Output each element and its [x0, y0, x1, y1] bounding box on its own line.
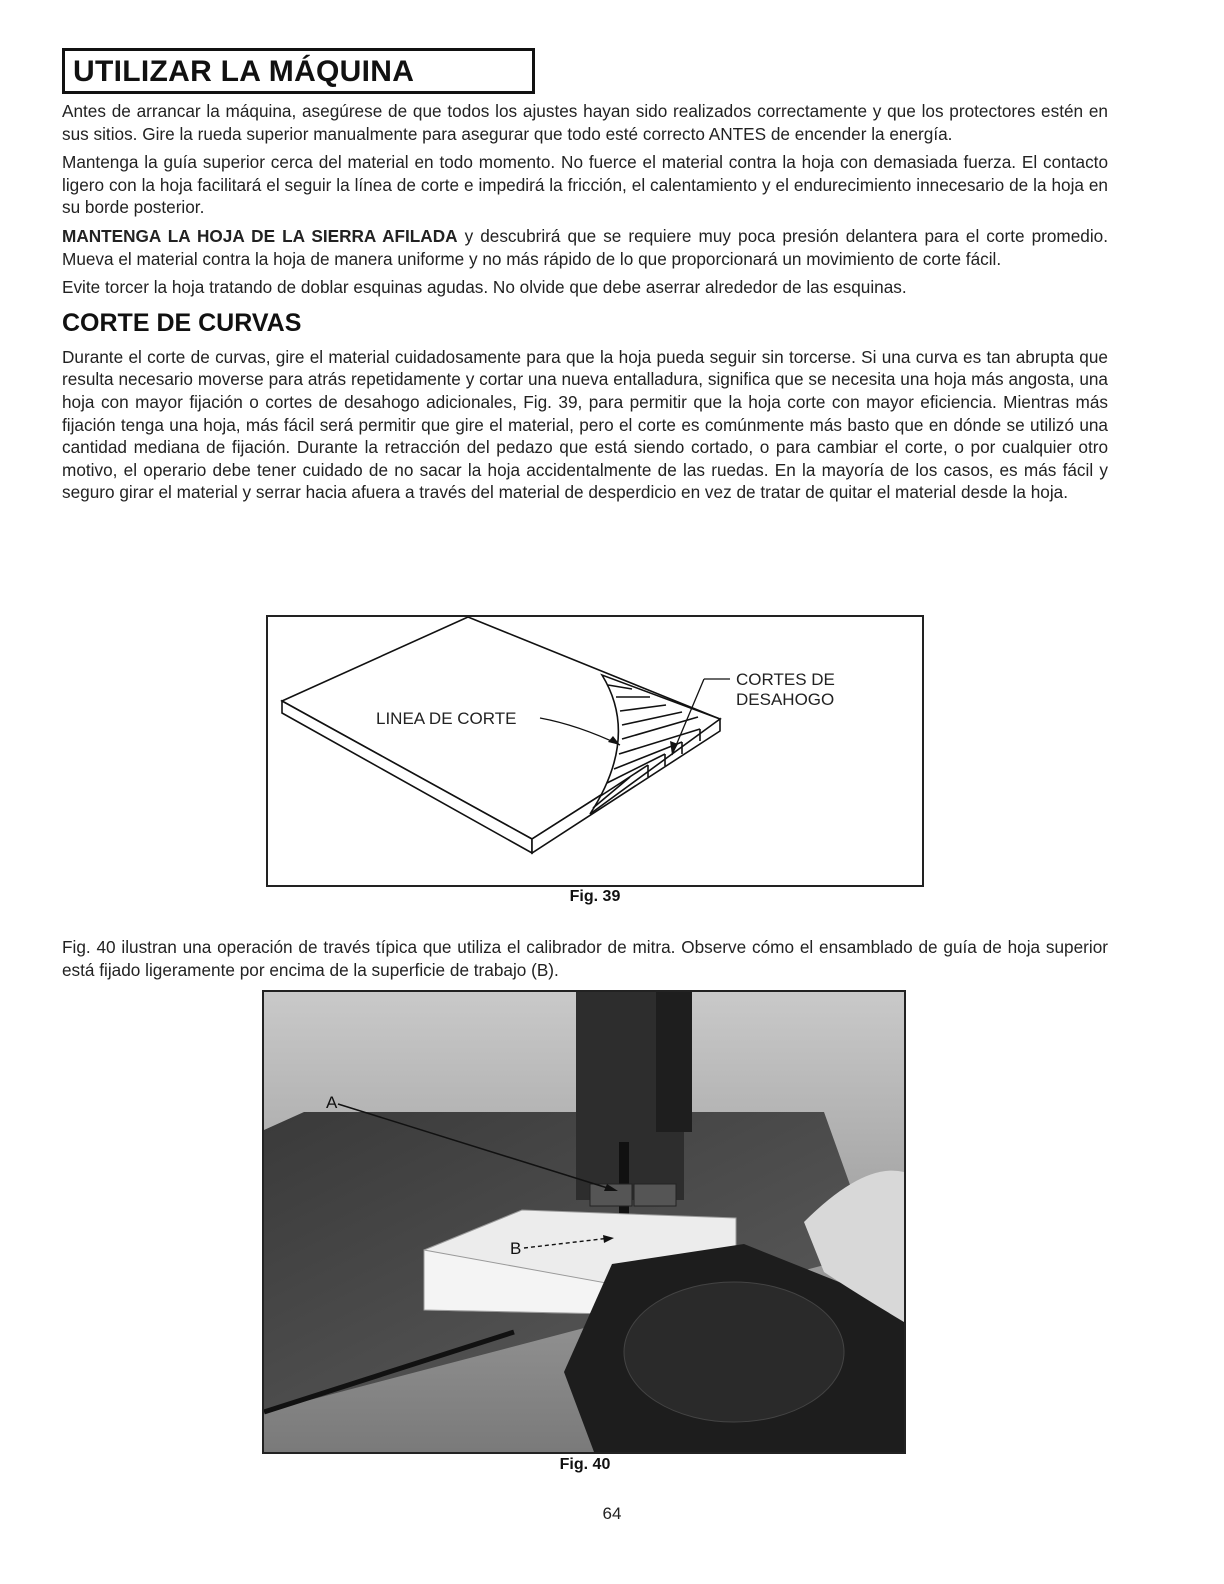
intro-paragraph-4: Evite torcer la hoja tratando de doblar esquinas agudas. No olvide que debe aserrar alrededor de las esquinas.	[62, 277, 907, 298]
figure-40-photo	[262, 990, 906, 1454]
intro-paragraph-1: Antes de arrancar la máquina, asegúrese de que todos los ajustes hayan sido realizados correctamente y que los protectores estén en sus sitios. Gire la rueda superior manualmente para asegurar que todo esté correcto ANTES de encender la energía.	[62, 101, 1108, 144]
figure-40-drawing	[264, 992, 904, 1452]
label-b: B	[510, 1239, 522, 1258]
intro-paragraph-3-bold: MANTENGA LA HOJA DE LA SIERRA AFILADA	[62, 225, 458, 246]
figure-39-caption: Fig. 39	[569, 888, 621, 905]
section-heading: CORTE DE CURVAS	[62, 308, 302, 337]
label-a: A	[326, 1093, 338, 1112]
intro-paragraph-3-rest: y descubrirá que se requiere muy poca presión delantera para el corte promedio. Mueva el material contra la hoja de manera uniforme y no más rápido de lo que proporcionará un movimiento de corte fácil.	[62, 225, 1108, 269]
page-number: 64	[602, 1504, 622, 1523]
figure-40-intro	[62, 930, 1108, 981]
intro-paragraph-2: Mantenga la guía superior cerca del material en todo momento. No fuerce el material contra la hoja con demasiada fuerza. El contacto ligero con la hoja facilitará el seguir la línea de corte e impedirá la fricción, el calentamiento y el endurecimiento innecesario de la hoja en su borde posterior.	[62, 152, 1108, 218]
guide-block-right	[634, 1184, 676, 1206]
miter-gauge-dial	[624, 1282, 844, 1422]
guide-panel	[656, 992, 692, 1132]
label-relief-1: CORTES DE	[736, 670, 835, 689]
section-paragraph: Durante el corte de curvas, gire el material cuidadosamente para que la hoja pueda seguir sin torcerse. Si una curva es tan abrupta que resulta necesario moverse para atrás repetidamente y cortar una nueva entalladura, significa que se necesita una hoja más angosta, una hoja con mayor fijación o cortes de desahogo adicionales, Fig. 39, para permitir que la hoja corte con mayor eficiencia. Mientras más fijación tenga una hoja, más fácil será permitir que gire el material, pero el corte es comúnmente más basto que en dónde se utilizó una cantidad mediana de fijación. Durante la retracción del pedazo que está siendo cortado, o para cambiar el corte, o por cualquier otro motivo, el operario debe tener cuidado de no sacar la hoja accidentalmente de las ruedas. En la mayoría de los casos, es más fácil y seguro girar el material y serrar hacia afuera a través del material de desperdicio en vez de tratar de quitar el material desde la hoja.	[62, 346, 1108, 503]
figure-40-caption: Fig. 40	[559, 1456, 611, 1473]
intro-paragraph-3	[62, 225, 1108, 270]
page-title: UTILIZAR LA MÁQUINA	[62, 48, 535, 94]
figure-39-drawing	[268, 617, 922, 885]
figure-40-intro-paragraph: Fig. 40 ilustran una operación de través típica que utiliza el calibrador de mitra. Observe cómo el ensamblado de guía de hoja superior está fijado ligeramente por encima de la superficie de trabajo (B).	[62, 937, 1108, 980]
figure-39	[266, 615, 924, 887]
label-relief-2: DESAHOGO	[736, 690, 835, 709]
label-cut-line: LINEA DE CORTE	[376, 709, 517, 728]
page-content	[62, 48, 1108, 504]
